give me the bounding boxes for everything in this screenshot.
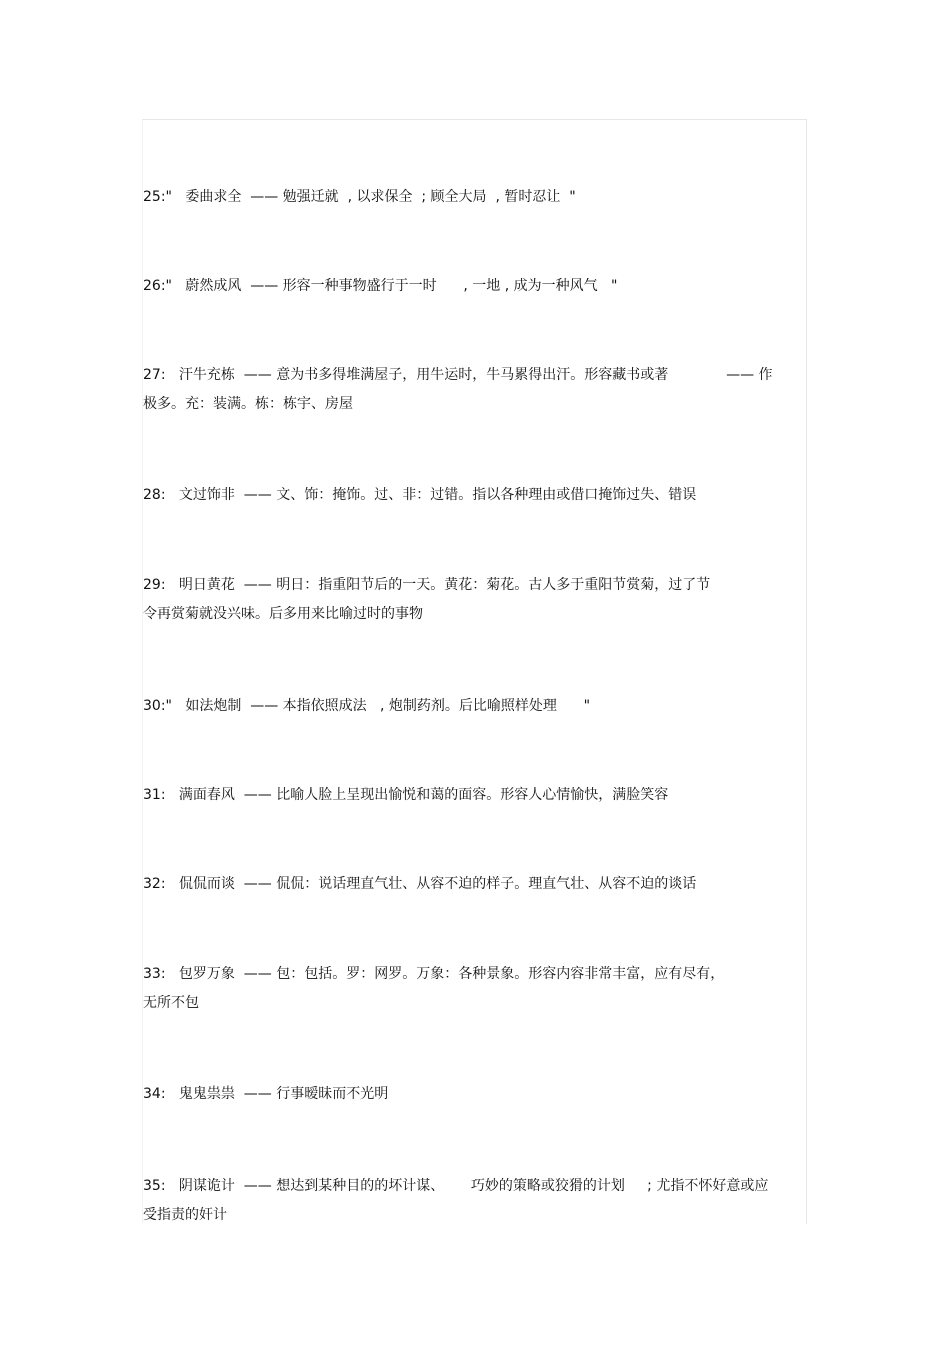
entry-line: 受指责的奸计 (143, 1207, 227, 1223)
idiom-entry-31 (143, 781, 803, 810)
entry-line: 30:" 如法炮制 —— 本指依照成法 , 炮制药剂。后比喻照样处理 " (143, 698, 591, 714)
idiom-entry-25 (143, 183, 803, 212)
entry-line: 27: 汗牛充栋 —— 意为书多得堆满屋子，用牛运时，牛马累得出汗。形容藏书或著 —— 作 (143, 367, 773, 383)
idiom-entry-30 (143, 692, 803, 721)
entry-line: 29: 明日黄花 —— 明日：指重阳节后的一天。黄花：菊花。古人多于重阳节赏菊，过了节 (143, 577, 711, 593)
entry-line: 28: 文过饰非 —— 文、饰：掩饰。过、非：过错。指以各种理由或借口掩饰过失、错误 (143, 487, 697, 503)
idiom-entry-34 (143, 1080, 803, 1109)
entry-line: 33: 包罗万象 —— 包：包括。罗：网罗。万象：各种景象。形容内容非常丰富，应有尽有， (143, 966, 725, 982)
entry-line: 令再赏菊就没兴味。后多用来比喻过时的事物 (143, 606, 423, 622)
idiom-entry-35 (143, 1172, 803, 1230)
entry-line: 26:" 蔚然成风 —— 形容一种事物盛行于一时 , 一地 , 成为一种风气 " (143, 278, 618, 294)
entry-line: 32: 侃侃而谈 —— 侃侃：说话理直气壮、从容不迫的样子。理直气壮、从容不迫的谈话 (143, 876, 697, 892)
idiom-entry-28 (143, 481, 803, 510)
idiom-entry-32 (143, 870, 803, 899)
entry-line: 极多。充：装满。栋：栋宇、房屋 (143, 396, 353, 412)
entry-line: 无所不包 (143, 995, 199, 1011)
idiom-entry-27 (143, 361, 803, 419)
idiom-entry-29 (143, 571, 803, 629)
entry-line: 35: 阴谋诡计 —— 想达到某种目的的坏计谋、 巧妙的策略或狡猾的计划 ; 尤指不怀好意或应 (143, 1178, 769, 1194)
entry-line: 34: 鬼鬼祟祟 —— 行事暧昧而不光明 (143, 1086, 389, 1102)
idiom-entry-33 (143, 960, 803, 1018)
entry-line: 31: 满面春风 —— 比喻人脸上呈现出愉悦和蔼的面容。形容人心情愉快，满脸笑容 (143, 787, 669, 803)
entry-line: 25:" 委曲求全 —— 勉强迁就 , 以求保全 ; 顾全大局 , 暂时忍让 " (143, 189, 576, 205)
idiom-entry-26 (143, 272, 803, 301)
